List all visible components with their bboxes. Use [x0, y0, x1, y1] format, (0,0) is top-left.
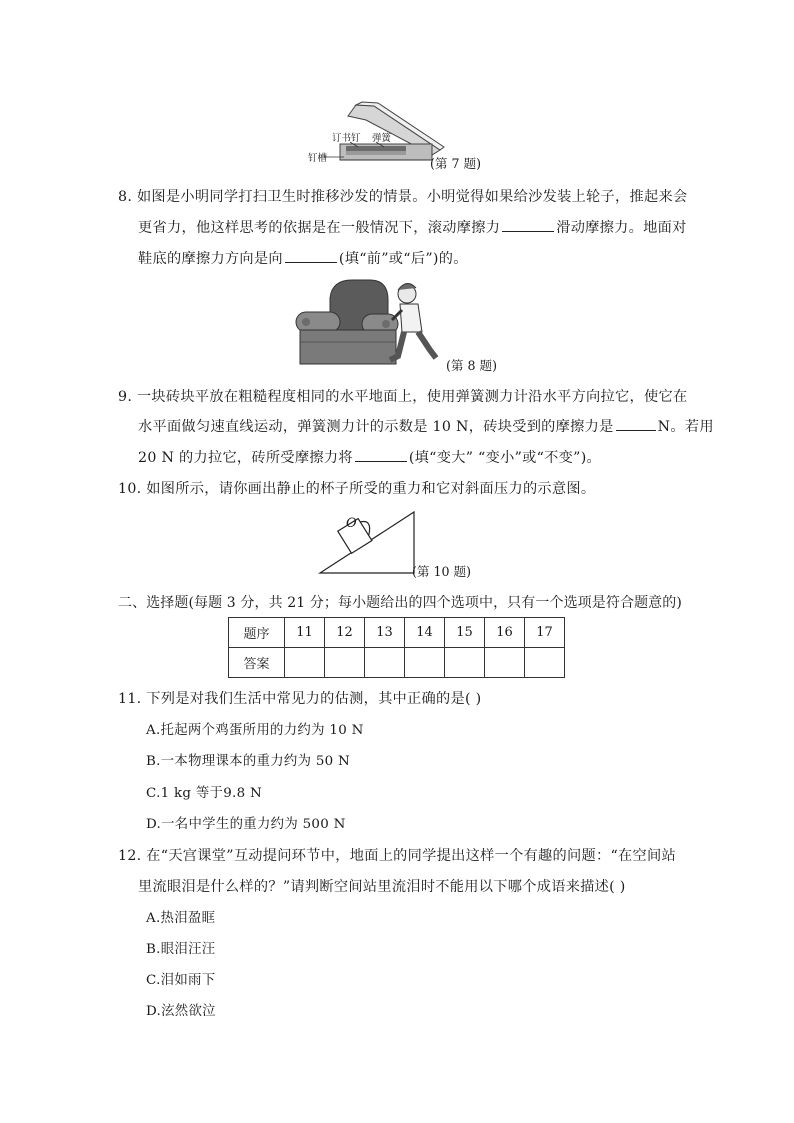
answer-cell[interactable]	[285, 648, 325, 678]
q12-line-2: 里流眼泪是什么样的？”请判断空间站里流泪时不能用以下哪个成语来描述( )	[138, 879, 626, 895]
answer-table-number-row	[229, 618, 565, 648]
q9-line-2: 水平面做匀速直线运动，弹簧测力计的示数是 10 N，砖块受到的摩擦力是 N。若用	[138, 419, 714, 435]
answer-table-number: 15	[445, 618, 485, 648]
q8-line-3: 鞋底的摩擦力方向是向 (填“前”或“后”)的。	[138, 251, 468, 267]
q8-blank-2[interactable]	[285, 261, 337, 263]
answer-table-number: 13	[365, 618, 405, 648]
q8-line-1: 8. 如图是小明同学打扫卫生时推移沙发的情景。小明觉得如果给沙发装上轮子，推起来会	[118, 189, 688, 205]
answer-table-header-number: 题序	[229, 618, 285, 648]
figure-7-caption: (第 7 题)	[430, 156, 482, 171]
answer-cell[interactable]	[405, 648, 445, 678]
answer-table-number: 11	[285, 618, 325, 648]
q10-text: 10. 如图所示，请你画出静止的杯子所受的重力和它对斜面压力的示意图。	[118, 481, 596, 497]
q12-line-1: 12. 在“天宫课堂”互动提问环节中，地面上的同学提出这样一个有趣的问题：“在空间站	[118, 848, 676, 864]
q12-option-b[interactable]: B.眼泪汪汪	[146, 942, 216, 957]
figure-10-caption: (第 10 题)	[412, 564, 472, 579]
incline-figure	[318, 506, 418, 576]
answer-cell[interactable]	[485, 648, 525, 678]
answer-table-number: 14	[405, 618, 445, 648]
q11-option-a[interactable]: A.托起两个鸡蛋所用的力约为 10 N	[146, 723, 364, 738]
q11-option-d[interactable]: D.一名中学生的重力约为 500 N	[146, 817, 346, 832]
q12-option-c[interactable]: C.泪如雨下	[146, 973, 216, 988]
q9-blank-1[interactable]	[616, 429, 656, 431]
q8-blank-1[interactable]	[502, 230, 554, 232]
q8-line-2: 更省力，他这样思考的依据是在一般情况下，滚动摩擦力 滑动摩擦力。地面对	[138, 220, 687, 236]
figure-8-caption: (第 8 题)	[446, 358, 498, 373]
answer-cell[interactable]	[445, 648, 485, 678]
sofa-push-illustration	[290, 276, 450, 372]
q9-line-3: 20 N 的力拉它，砖所受摩擦力将 (填“变大” “变小”或“不变”)。	[138, 450, 602, 466]
answer-table-number: 12	[325, 618, 365, 648]
stapler-label-groove: 钉槽	[308, 153, 328, 164]
stapler-label-staple: 订书钉	[332, 133, 361, 144]
answer-table-header-answer: 答案	[229, 648, 285, 678]
incline-cup-illustration	[318, 506, 418, 576]
answer-table	[228, 617, 565, 678]
q11-stem: 11. 下列是对我们生活中常见力的估测，其中正确的是( )	[118, 691, 482, 707]
q11-option-c[interactable]: C.1 kg 等于9.8 N	[146, 786, 262, 801]
answer-cell[interactable]	[365, 648, 405, 678]
cup-center-label: O	[346, 516, 357, 531]
answer-table-answer-row	[229, 648, 565, 678]
answer-table-number: 16	[485, 618, 525, 648]
answer-cell[interactable]	[525, 648, 565, 678]
stapler-label-spring: 弹簧	[372, 133, 392, 144]
answer-cell[interactable]	[325, 648, 365, 678]
section-2-heading: 二、选择题(每题 3 分，共 21 分；每小题给出的四个选项中，只有一个选项是符合题意的)	[118, 595, 682, 611]
sofa-figure	[290, 276, 450, 372]
q12-option-a[interactable]: A.热泪盈眶	[146, 911, 216, 926]
q12-option-d[interactable]: D.泫然欲泣	[146, 1004, 216, 1019]
answer-table-number: 17	[525, 618, 565, 648]
q9-blank-2[interactable]	[355, 460, 407, 462]
q9-line-1: 9. 一块砖块平放在粗糙程度相同的水平地面上，使用弹簧测力计沿水平方向拉它，使它在	[118, 389, 688, 405]
q11-option-b[interactable]: B.一本物理课本的重力约为 50 N	[146, 754, 351, 769]
